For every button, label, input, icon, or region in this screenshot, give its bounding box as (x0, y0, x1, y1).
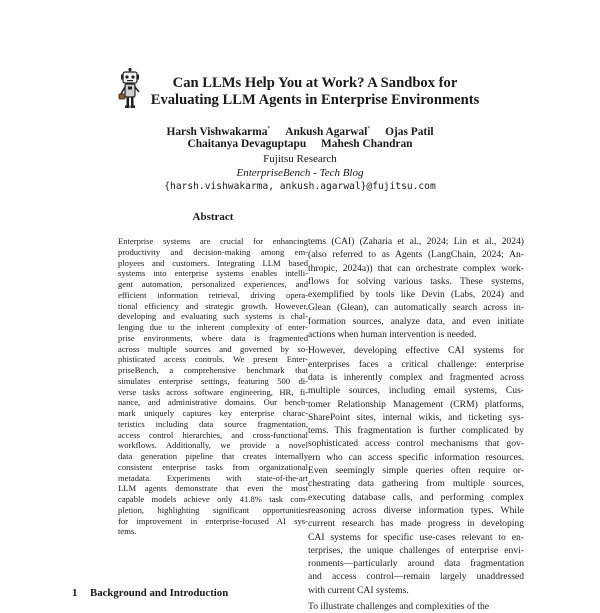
author: Harsh Vishwakarma* (166, 125, 271, 138)
body-paragraph (308, 235, 524, 341)
abstract-line: workflows. Additionally, we provide a novel (118, 440, 308, 451)
body-line: formation sources, analyze data, and even initiate (308, 315, 524, 327)
author: Ojas Patil (385, 125, 434, 138)
abstract-line: metadata. Experiments with state-of-the-art (118, 472, 308, 483)
body-line: actions when human intervention is needed. (308, 329, 477, 341)
body-line: exemplified by tools like Devin (Labs, 2024) and (308, 289, 524, 301)
paper-title (150, 75, 480, 109)
abstract-line: for improvement in enterprise-focused AI sys- (118, 515, 308, 526)
author-list (100, 137, 500, 152)
abstract-line: productivity and decision-making among em- (118, 246, 308, 257)
abstract-line: LLM agents demonstrate that even the most (118, 483, 308, 494)
title-line: Can LLMs Help You at Work? A Sandbox for (172, 75, 458, 91)
body-line: However, developing effective CAI systems for (308, 345, 524, 357)
abstract-line: systems into enterprise systems enables intelli- (118, 268, 308, 279)
body-line: with current CAI systems. (308, 584, 409, 596)
abstract-line: ployees and customers. Integrating LLM based (118, 257, 308, 268)
abstract-line: priseBench, a comprehensive benchmark that (118, 365, 308, 375)
body-line: and access control—remain largely unaddressed (308, 571, 524, 583)
body-line: (also referred to as Agents (LangChain, 2024; An- (308, 249, 524, 261)
introduction-body (308, 235, 524, 613)
abstract-body (118, 236, 308, 537)
body-line: tomer Relationship Management (CRM) platforms, (308, 398, 524, 410)
abstract-line: tional efficiency and strategic growth. However, (118, 300, 308, 311)
body-line: SharePoint sites, internal wikis, and ticketing sys- (308, 411, 524, 423)
body-line: ern who can access specific information resources. (308, 451, 524, 463)
abstract-line: nance, and administrative domains. Our bench- (118, 397, 308, 408)
body-line: flows for solving various tasks. These systems, (308, 275, 524, 287)
abstract-line: access control hierarchies, and cross-functional (118, 429, 308, 440)
body-paragraph (308, 600, 524, 613)
robot-icon (118, 68, 142, 110)
author: Mahesh Chandran (321, 138, 413, 150)
body-line: multiple sources, including email systems, Cus- (308, 385, 524, 397)
body-line: current research has made progress in developing (308, 518, 524, 530)
author: Chaitanya Devaguptapu (187, 138, 307, 150)
abstract-line: prise environments, where data is fragmented (118, 332, 308, 343)
abstract-line: across multiple sources and governed by so- (118, 343, 308, 354)
body-line: ronments—particularly around data fragmentation (308, 558, 524, 570)
abstract-line: efficient information retrieval, driving opera- (118, 289, 308, 300)
body-line: data is inherently complex and fragmented across (308, 371, 524, 383)
body-line: chestrating data gathering from multiple sources, (308, 478, 524, 490)
section-title: Background and Introduction (90, 587, 229, 599)
abstract-heading: Abstract (192, 211, 234, 223)
body-line: terprises, the unique challenges of enterprise envi- (308, 544, 524, 556)
body-line: executing database calls, and performing complex (308, 491, 524, 503)
blog-link[interactable]: EnterpriseBench - Tech Blog (236, 167, 364, 179)
body-line: CAI systems for specific use-cases relevant to en- (308, 531, 524, 543)
section-number: 1 (72, 587, 78, 599)
abstract-line: phisticated access controls. We present Enter- (118, 354, 308, 365)
body-line: sophisticated access control mechanisms that gov- (308, 438, 524, 450)
abstract-line: pletion, highlighting significant opportunities (118, 504, 308, 515)
abstract-section (118, 210, 308, 537)
abstract-line: lenging due to the inherent complexity of enter- (118, 322, 308, 332)
section-heading (72, 586, 228, 600)
body-paragraph (308, 344, 524, 597)
abstract-line: verse tasks across software engineering, HR, fi- (118, 386, 308, 397)
abstract-line: mark uniquely captures key enterprise charac- (118, 408, 308, 418)
abstract-line: teristics including data source fragmentation, (118, 418, 308, 429)
author: Ankush Agarwal* (285, 125, 371, 138)
abstract-line: data generation pipeline that creates internally (118, 451, 308, 461)
body-line: tems (CAI) (Zaharia et al., 2024; Lin et al., 2024) (308, 236, 524, 247)
body-line: tems. This fragmentation is further complicated by (308, 425, 524, 437)
author-emails: {harsh.vishwakarma, ankush.agarwal}@fujitsu.com (164, 181, 436, 192)
abstract-line: developing and evaluating such systems is chal- (118, 311, 308, 322)
title-line: Evaluating LLM Agents in Enterprise Environments (150, 92, 480, 108)
abstract-line: Enterprise systems are crucial for enhancing (118, 236, 308, 246)
abstract-line: gent automation, personalized experiences, and (118, 279, 308, 289)
abstract-line: simulates enterprise settings, featuring 500 di- (118, 375, 308, 386)
body-line: Even seemingly simple queries often require or- (308, 465, 524, 477)
affiliation: Fujitsu Research (263, 153, 337, 165)
body-line: enterprises faces a critical challenge: enterprise (308, 358, 524, 370)
body-line: reasoning across diverse information types. While (308, 504, 524, 516)
body-line: To illustrate challenges and complexities of the (308, 601, 490, 613)
abstract-line: capable models achieve only 41.8% task com- (118, 494, 308, 504)
body-line: Glean (Glean), can automatically search across in- (308, 302, 524, 314)
abstract-line: consistent enterprise tasks from organizational (118, 461, 308, 472)
abstract-line: tems. (118, 526, 137, 537)
body-line: thropic, 2024a)) that can orchestrate complex work- (308, 262, 524, 274)
